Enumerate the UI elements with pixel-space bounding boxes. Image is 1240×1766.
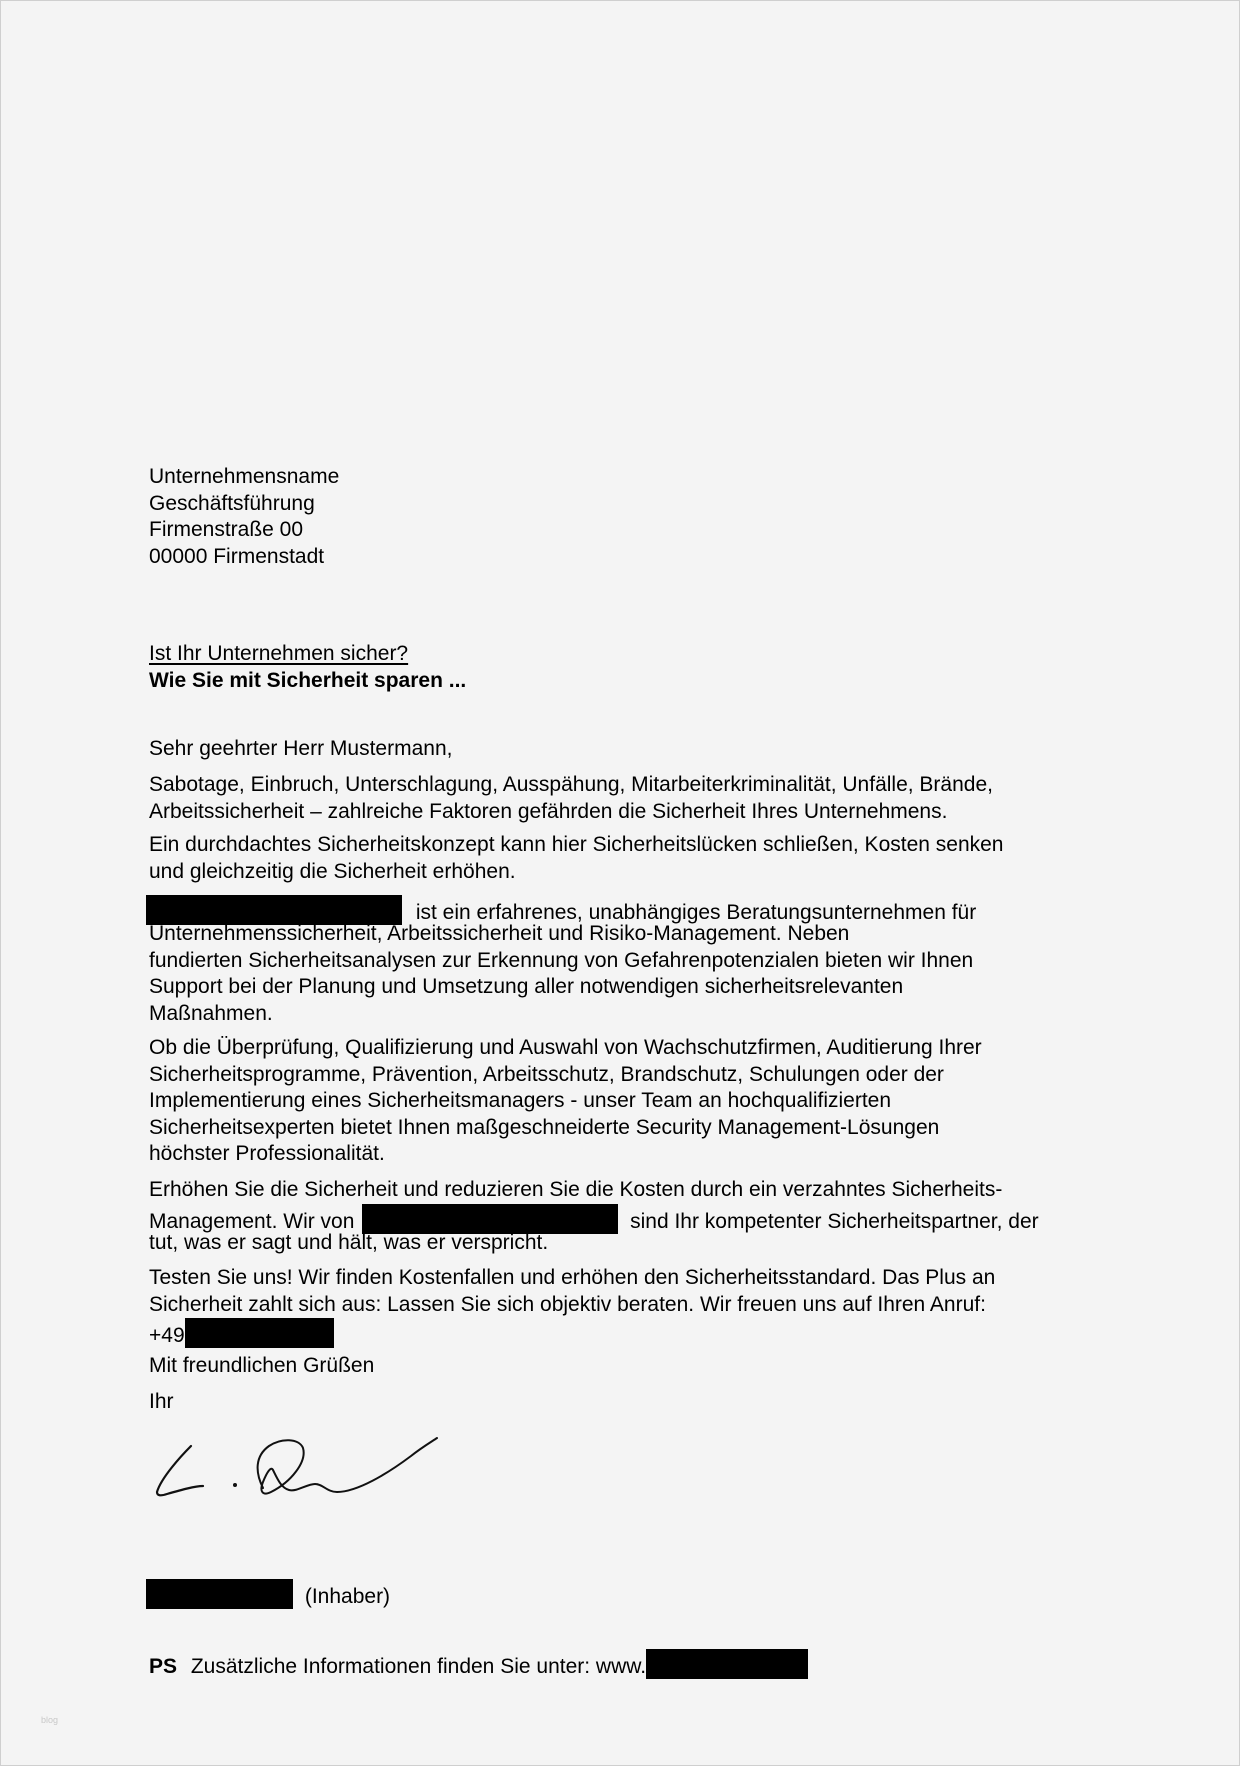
- ps-label: PS: [149, 1655, 178, 1678]
- watermark: blog: [41, 1715, 59, 1725]
- paragraph-line: Support bei der Planung und Umsetzung aller notwendigen sicherheitsrelevanten: [149, 975, 904, 998]
- closing-ihr-text: Ihr: [149, 1390, 174, 1413]
- recipient-address: [149, 464, 339, 570]
- paragraph-line: Maßnahmen.: [149, 1001, 273, 1025]
- paragraph-1: [149, 772, 993, 825]
- paragraph-line: Unternehmenssicherheit, Arbeitssicherheit und Risiko-Management. Neben: [149, 922, 850, 945]
- paragraph-2: [149, 832, 1004, 885]
- paragraph-4: [149, 1035, 982, 1168]
- paragraph-line: Sicherheitsprogramme, Prävention, Arbeitsschutz, Brandschutz, Schulungen oder der: [149, 1062, 944, 1086]
- paragraph-line: Management. Wir von: [149, 1209, 355, 1233]
- paragraph-line: Testen Sie uns! Wir finden Kostenfallen und erhöhen den Sicherheitsstandard. Das Plus an: [149, 1266, 996, 1289]
- signature-icon: [151, 1416, 451, 1526]
- paragraph-line: Sicherheitsexperten bietet Ihnen maßgeschneiderte Security Management-Lösungen: [149, 1115, 940, 1139]
- closing-ihr: [149, 1389, 174, 1416]
- paragraph-line: Implementierung eines Sicherheitsmanagers - unser Team an hochqualifizierten: [149, 1089, 892, 1112]
- paragraph-6: [149, 1265, 995, 1345]
- redacted-phone-number: [185, 1318, 334, 1348]
- paragraph-line: fundierten Sicherheitsanalysen zur Erkennung von Gefahrenpotenzialen bieten wir Ihnen: [149, 948, 974, 972]
- redacted-company-name: [362, 1204, 618, 1234]
- paragraph-line: sind Ihr kompetenter Sicherheitspartner, der: [630, 1209, 1039, 1233]
- recipient-department: Geschäftsführung: [149, 491, 315, 515]
- ps-text: Zusätzliche Informationen finden Sie unter: www.: [190, 1655, 647, 1678]
- closing: [149, 1353, 374, 1380]
- closing-text: Mit freundlichen Grüßen: [149, 1354, 375, 1377]
- postscript: [149, 1649, 808, 1676]
- recipient-city: 00000 Firmenstadt: [149, 544, 325, 568]
- greeting: [149, 736, 452, 763]
- redacted-website: [646, 1649, 808, 1679]
- subject-subtitle: Wie Sie mit Sicherheit sparen ...: [149, 668, 467, 692]
- greeting-text: Sehr geehrter Herr Mustermann,: [149, 737, 453, 760]
- paragraph-3-rest: [149, 921, 973, 1027]
- paragraph-line: tut, was er sagt und hält, was er verspricht.: [149, 1231, 549, 1254]
- paragraph-line: Erhöhen Sie die Sicherheit und reduzieren Sie die Kosten durch ein verzahntes Sicherheits-: [149, 1178, 1003, 1201]
- paragraph-line: höchster Professionalität.: [149, 1142, 385, 1165]
- paragraph-line: Ob die Überprüfung, Qualifizierung und Auswahl von Wachschutzfirmen, Auditierung Ihrer: [149, 1036, 982, 1059]
- paragraph-5: [149, 1177, 1039, 1257]
- paragraph-line: und gleichzeitig die Sicherheit erhöhen.: [149, 859, 516, 883]
- paragraph-line: Ein durchdachtes Sicherheitskonzept kann hier Sicherheitslücken schließen, Kosten senken: [149, 833, 1004, 856]
- paragraph-line: Arbeitssicherheit – zahlreiche Faktoren gefährden die Sicherheit Ihres Unternehmens.: [149, 799, 948, 823]
- redacted-signer-name: [146, 1579, 293, 1609]
- recipient-company: Unternehmensname: [149, 465, 340, 488]
- signer-line: [146, 1579, 390, 1606]
- subject-block: [149, 641, 466, 694]
- phone-prefix: +49: [149, 1324, 185, 1347]
- recipient-street: Firmenstraße 00: [149, 518, 304, 541]
- subject-line: Ist Ihr Unternehmen sicher?: [149, 642, 409, 665]
- paragraph-line: Sicherheit zahlt sich aus: Lassen Sie sich objektiv beraten. Wir freuen uns auf Ihren Anruf:: [149, 1292, 986, 1316]
- signer-role: (Inhaber): [304, 1585, 391, 1608]
- paragraph-line: ist ein erfahrenes, unabhängiges Beratungsunternehmen für: [415, 901, 977, 924]
- paragraph-line: Sabotage, Einbruch, Unterschlagung, Ausspähung, Mitarbeiterkriminalität, Unfälle, Brände,: [149, 773, 993, 796]
- paragraph-3: [146, 895, 976, 922]
